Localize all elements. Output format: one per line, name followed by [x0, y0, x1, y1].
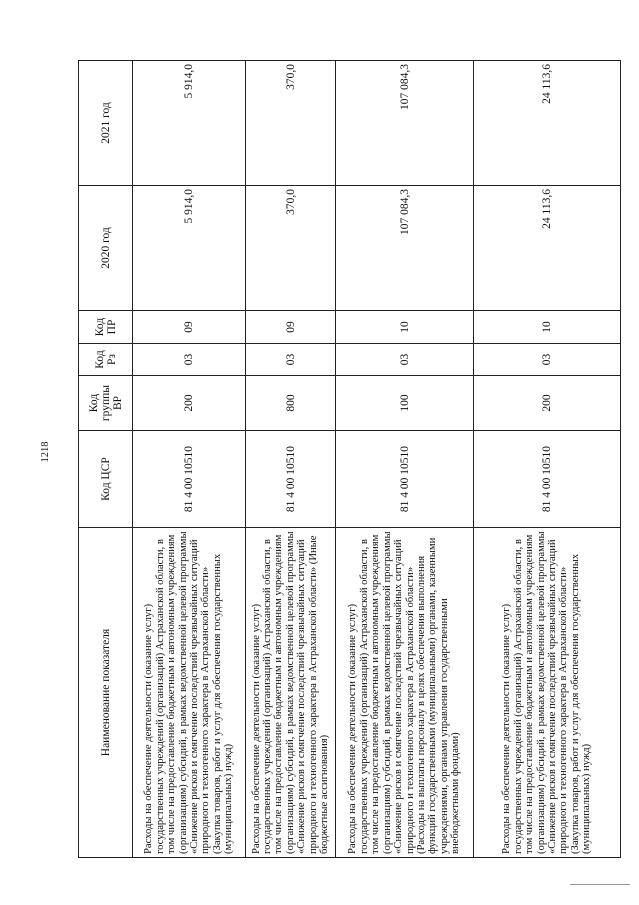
- footer-rule: [570, 884, 630, 885]
- row-rz: 03: [474, 344, 621, 376]
- rotated-page: [78, 61, 620, 858]
- header-name: Наименование показателя: [79, 528, 133, 858]
- row-vr: 200: [133, 376, 246, 431]
- row-2020: 107 084,3: [336, 186, 474, 311]
- table-row: [336, 61, 474, 858]
- row-vr: 800: [246, 376, 336, 431]
- row-vr: 200: [474, 376, 621, 431]
- row-2021: 107 084,3: [336, 61, 474, 186]
- page-number: 1218: [40, 441, 51, 463]
- row-name: Расходы на обеспечение деятельности (оказание услуг) государственных учреждений (организаций) Астраханской области, в том числе на предоставление бюджетным и автономным учреждениям (организациям) субсидий, в рамках ведомственной целевой программы «Снижение рисков и смягчение последствий чрезвычайных ситуаций природного и техногенного характера в Астраханской области» (Закупка товаров, работ и услуг для обеспечения государственных (муниципальных) нужд): [474, 528, 621, 858]
- table-header-row: [79, 61, 133, 858]
- header-vr: Код группы ВР: [79, 376, 133, 431]
- table-row: [133, 61, 246, 858]
- row-rz: 03: [336, 344, 474, 376]
- row-2021: 24 113,6: [474, 61, 621, 186]
- row-2020: 5 914,0: [133, 186, 246, 311]
- row-2020: 24 113,6: [474, 186, 621, 311]
- header-2020: 2020 год: [79, 186, 133, 311]
- row-pr: 10: [336, 311, 474, 344]
- row-vr: 100: [336, 376, 474, 431]
- budget-table: [78, 60, 621, 858]
- row-2021: 370,0: [246, 61, 336, 186]
- table-row: [246, 61, 336, 858]
- row-csr: 81 4 00 10510: [336, 431, 474, 528]
- header-rz: Код Рз: [79, 344, 133, 376]
- row-csr: 81 4 00 10510: [133, 431, 246, 528]
- row-name: Расходы на обеспечение деятельности (оказание услуг) государственных учреждений (организаций) Астраханской области, в том числе на предоставление бюджетным и автономным учреждениям (организациям) субсидий, в рамках ведомственной целевой программы «Снижение рисков и смягчение последствий чрезвычайных ситуаций природного и техногенного характера в Астраханской области» (Закупка товаров, работ и услуг для обеспечения государственных (муниципальных) нужд): [133, 528, 246, 858]
- header-2021: 2021 год: [79, 61, 133, 186]
- row-pr: 09: [133, 311, 246, 344]
- row-csr: 81 4 00 10510: [474, 431, 621, 528]
- row-csr: 81 4 00 10510: [246, 431, 336, 528]
- row-pr: 09: [246, 311, 336, 344]
- row-pr: 10: [474, 311, 621, 344]
- row-rz: 03: [133, 344, 246, 376]
- header-pr: Код ПР: [79, 311, 133, 344]
- row-name: Расходы на обеспечение деятельности (оказание услуг) государственных учреждений (организаций) Астраханской области, в том числе на предоставление бюджетным и автономным учреждениям (организациям) субсидий, в рамках ведомственной целевой программы «Снижение рисков и смягчение последствий чрезвычайных ситуаций природного и техногенного характера в Астраханской области» (Расходы на выплаты персоналу в целях обеспечения выполнения функций государственными (муниципальными) органами, казенными учреждениями, органами управления государственными внебюджетными фондами): [336, 528, 474, 858]
- table-row: [474, 61, 621, 858]
- row-2020: 370,0: [246, 186, 336, 311]
- row-2021: 5 914,0: [133, 61, 246, 186]
- row-rz: 03: [246, 344, 336, 376]
- header-csr: Код ЦСР: [79, 431, 133, 528]
- row-name: Расходы на обеспечение деятельности (оказание услуг) государственных учреждений (организаций) Астраханской области, в том числе на предоставление бюджетным и автономным учреждениям (организациям) субсидий, в рамках ведомственной целевой программы «Снижение рисков и смягчение последствий чрезвычайных ситуаций природного и техногенного характера в Астраханской области» (Иные бюджетные ассигнования): [246, 528, 336, 858]
